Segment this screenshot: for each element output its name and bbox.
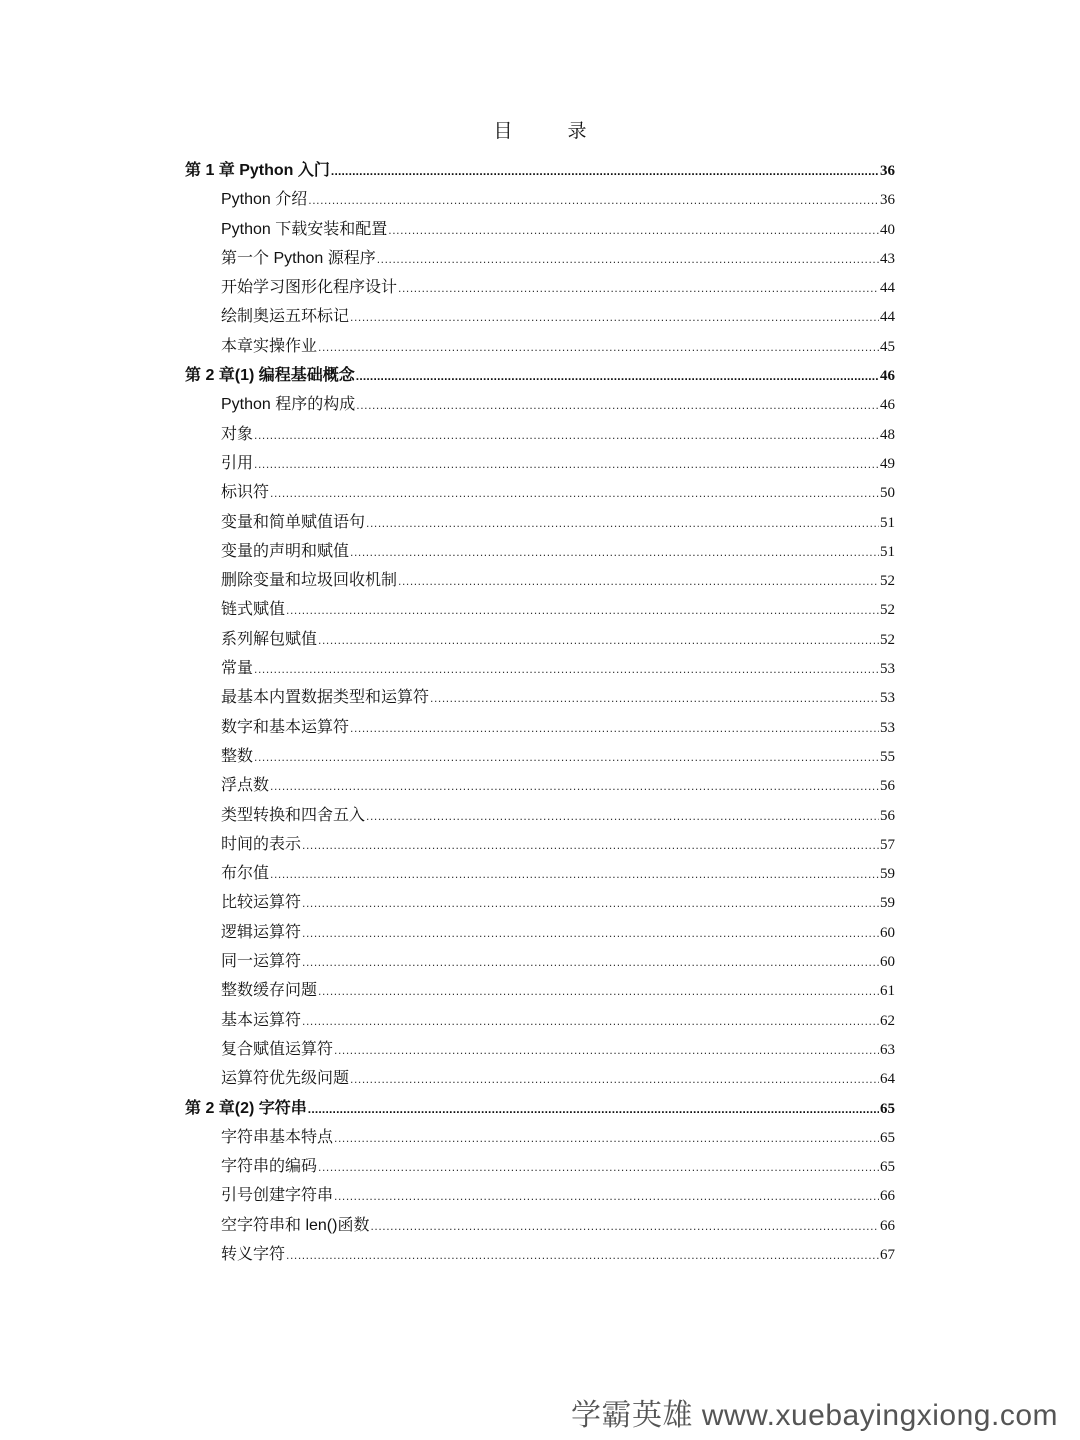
toc-page-number: 63 (880, 1041, 895, 1058)
toc-section-entry[interactable] (185, 1123, 895, 1152)
toc-page-number: 56 (880, 778, 895, 795)
toc-entry-label: 时间的表示 (221, 835, 302, 853)
toc-dot-leader (430, 684, 879, 713)
toc-dot-leader (254, 655, 879, 684)
toc-page-number: 60 (880, 924, 895, 941)
toc-page-number: 52 (880, 602, 895, 619)
toc-section-entry[interactable] (185, 830, 895, 859)
toc-page-number: 36 (880, 192, 895, 209)
toc-section-entry[interactable] (185, 801, 895, 830)
toc-dot-leader (302, 919, 879, 948)
toc-dot-leader (302, 889, 879, 918)
toc-page-number: 65 (880, 1129, 895, 1146)
toc-section-entry[interactable] (185, 1211, 895, 1240)
toc-dot-leader (254, 421, 879, 450)
toc-page-number: 62 (880, 1012, 895, 1029)
toc-section-entry[interactable] (185, 420, 895, 449)
toc-dot-leader (308, 186, 879, 215)
toc-entry-label: 本章实操作业 (221, 337, 318, 355)
toc-dot-leader (270, 772, 879, 801)
toc-dot-leader (398, 274, 879, 303)
toc-entry-label: Python 介绍 (221, 191, 308, 209)
toc-section-entry[interactable] (185, 449, 895, 478)
toc-page-number: 60 (880, 954, 895, 971)
toc-dot-leader (366, 802, 879, 831)
toc-entry-label: 第 2 章(2) 字符串 (185, 1099, 307, 1117)
toc-dot-leader (388, 216, 879, 245)
toc-dot-leader (270, 860, 879, 889)
toc-entry-label: 整数缓存问题 (221, 982, 318, 1000)
toc-section-entry[interactable] (185, 566, 895, 595)
toc-page-number: 52 (880, 573, 895, 590)
toc-page-number: 56 (880, 807, 895, 824)
toc-dot-leader (302, 1007, 879, 1036)
toc-entry-label: 引用 (221, 454, 254, 472)
toc-entry-label: 基本运算符 (221, 1011, 302, 1029)
toc-page-number: 61 (880, 983, 895, 1000)
toc-entry-label: 复合赋值运算符 (221, 1040, 334, 1058)
toc-section-entry[interactable] (185, 625, 895, 654)
toc-section-entry[interactable] (185, 1240, 895, 1269)
toc-section-entry[interactable] (185, 683, 895, 712)
toc-entry-label: 引号创建字符串 (221, 1187, 334, 1205)
toc-chapter-entry[interactable] (185, 1094, 895, 1123)
toc-dot-leader (254, 450, 879, 479)
toc-dot-leader (334, 1182, 879, 1211)
toc-page-number: 57 (880, 836, 895, 853)
toc-entry-label: 布尔值 (221, 865, 270, 883)
toc-page-number: 67 (880, 1246, 895, 1263)
toc-entry-label: 第一个 Python 源程序 (221, 249, 376, 267)
toc-page-number: 53 (880, 661, 895, 678)
toc-entry-label: 最基本内置数据类型和运算符 (221, 689, 430, 707)
toc-page-number: 64 (880, 1071, 895, 1088)
toc-page-number: 50 (880, 485, 895, 502)
toc-section-entry[interactable] (185, 918, 895, 947)
toc-entry-label: 逻辑运算符 (221, 923, 302, 941)
toc-page-number: 66 (880, 1217, 895, 1234)
toc-section-entry[interactable] (185, 888, 895, 917)
toc-dot-leader (318, 1153, 879, 1182)
toc-page-number: 45 (880, 338, 895, 355)
toc-dot-leader (302, 948, 879, 977)
toc-section-entry[interactable] (185, 713, 895, 742)
toc-entry-label: 标识符 (221, 484, 270, 502)
toc-dot-leader (366, 509, 879, 538)
toc-entry-label: 链式赋值 (221, 601, 286, 619)
toc-section-entry[interactable] (185, 273, 895, 302)
toc-entry-label: 绘制奥运五环标记 (221, 308, 350, 326)
toc-dot-leader (270, 479, 879, 508)
toc-entry-label: 空字符串和 len()函数 (221, 1216, 370, 1234)
toc-section-entry[interactable] (185, 1181, 895, 1210)
toc-section-entry[interactable] (185, 537, 895, 566)
toc-section-entry[interactable] (185, 1064, 895, 1093)
toc-section-entry[interactable] (185, 947, 895, 976)
toc-list (185, 156, 895, 1269)
toc-dot-leader (350, 303, 879, 332)
toc-page-number: 44 (880, 309, 895, 326)
toc-dot-leader (254, 743, 879, 772)
toc-entry-label: 字符串的编码 (221, 1158, 318, 1176)
toc-section-entry[interactable] (185, 185, 895, 214)
toc-page-number: 55 (880, 748, 895, 765)
toc-section-entry[interactable] (185, 332, 895, 361)
toc-entry-label: 开始学习图形化程序设计 (221, 279, 398, 297)
toc-page-number: 46 (880, 397, 895, 414)
toc-entry-label: 删除变量和垃圾回收机制 (221, 572, 398, 590)
toc-dot-leader (334, 1124, 879, 1153)
toc-page-number: 65 (880, 1100, 895, 1117)
toc-page-number: 59 (880, 895, 895, 912)
toc-dot-leader (318, 977, 879, 1006)
toc-page-number: 48 (880, 426, 895, 443)
toc-section-entry[interactable] (185, 478, 895, 507)
toc-page-number: 46 (880, 368, 895, 385)
toc-section-entry[interactable] (185, 654, 895, 683)
toc-dot-leader (302, 831, 879, 860)
toc-dot-leader (318, 333, 879, 362)
toc-section-entry[interactable] (185, 976, 895, 1005)
toc-dot-leader (398, 567, 879, 596)
toc-section-entry[interactable] (185, 215, 895, 244)
toc-section-entry[interactable] (185, 244, 895, 273)
toc-page-number: 51 (880, 543, 895, 560)
toc-dot-leader (377, 245, 879, 274)
toc-entry-label: 变量和简单赋值语句 (221, 513, 366, 531)
toc-section-entry[interactable] (185, 595, 895, 624)
toc-page-number: 51 (880, 514, 895, 531)
toc-entry-label: Python 程序的构成 (221, 396, 356, 414)
toc-page-number: 36 (880, 163, 895, 179)
toc-entry-label: 第 2 章(1) 编程基础概念 (185, 367, 355, 385)
toc-dot-leader (350, 538, 879, 567)
toc-page-number: 59 (880, 866, 895, 883)
toc-dot-leader (356, 391, 879, 420)
toc-dot-leader (286, 1241, 879, 1270)
toc-page-number: 40 (880, 221, 895, 238)
toc-entry-label: 类型转换和四舍五入 (221, 806, 366, 824)
toc-page-number: 66 (880, 1188, 895, 1205)
toc-dot-leader (350, 714, 879, 743)
toc-page-number: 65 (880, 1159, 895, 1176)
toc-page-number: 53 (880, 690, 895, 707)
toc-entry-label: 转义字符 (221, 1245, 286, 1263)
toc-page-number: 49 (880, 455, 895, 472)
toc-section-entry[interactable] (185, 1006, 895, 1035)
toc-entry-label: 常量 (221, 660, 254, 678)
toc-section-entry[interactable] (185, 859, 895, 888)
toc-section-entry[interactable] (185, 742, 895, 771)
watermark: 学霸英雄 www.xuebayingxiong.com (570, 1399, 1058, 1432)
toc-dot-leader (286, 596, 879, 625)
toc-dot-leader (370, 1212, 879, 1241)
toc-page-number: 52 (880, 631, 895, 648)
toc-entry-label: 运算符优先级问题 (221, 1070, 350, 1088)
toc-dot-leader (318, 626, 879, 655)
toc-section-entry[interactable] (185, 1035, 895, 1064)
toc-section-entry[interactable] (185, 1152, 895, 1181)
toc-section-entry[interactable] (185, 302, 895, 331)
toc-section-entry[interactable] (185, 771, 895, 800)
toc-dot-leader (334, 1036, 879, 1065)
toc-chapter-entry[interactable] (185, 361, 895, 390)
toc-dot-leader (356, 362, 879, 391)
toc-entry-label: 第 1 章 Python 入门 (185, 162, 330, 179)
toc-section-entry[interactable] (185, 390, 895, 419)
toc-entry-label: 字符串基本特点 (221, 1128, 334, 1146)
toc-entry-label: 变量的声明和赋值 (221, 542, 350, 560)
toc-entry-label: 浮点数 (221, 777, 270, 795)
toc-dot-leader (350, 1065, 879, 1094)
toc-section-entry[interactable] (185, 508, 895, 537)
toc-entry-label: 比较运算符 (221, 894, 302, 912)
toc-dot-leader (331, 157, 879, 186)
toc-chapter-entry[interactable] (185, 156, 895, 185)
toc-page-number: 43 (880, 250, 895, 267)
toc-title: 目 录 (493, 121, 605, 142)
toc-page-number: 53 (880, 719, 895, 736)
toc-entry-label: 系列解包赋值 (221, 630, 318, 648)
toc-entry-label: Python 下载安装和配置 (221, 220, 388, 238)
toc-page-number: 44 (880, 280, 895, 297)
toc-entry-label: 整数 (221, 747, 254, 765)
toc-entry-label: 同一运算符 (221, 953, 302, 971)
toc-entry-label: 数字和基本运算符 (221, 718, 350, 736)
toc-dot-leader (308, 1095, 879, 1124)
toc-entry-label: 对象 (221, 425, 254, 443)
